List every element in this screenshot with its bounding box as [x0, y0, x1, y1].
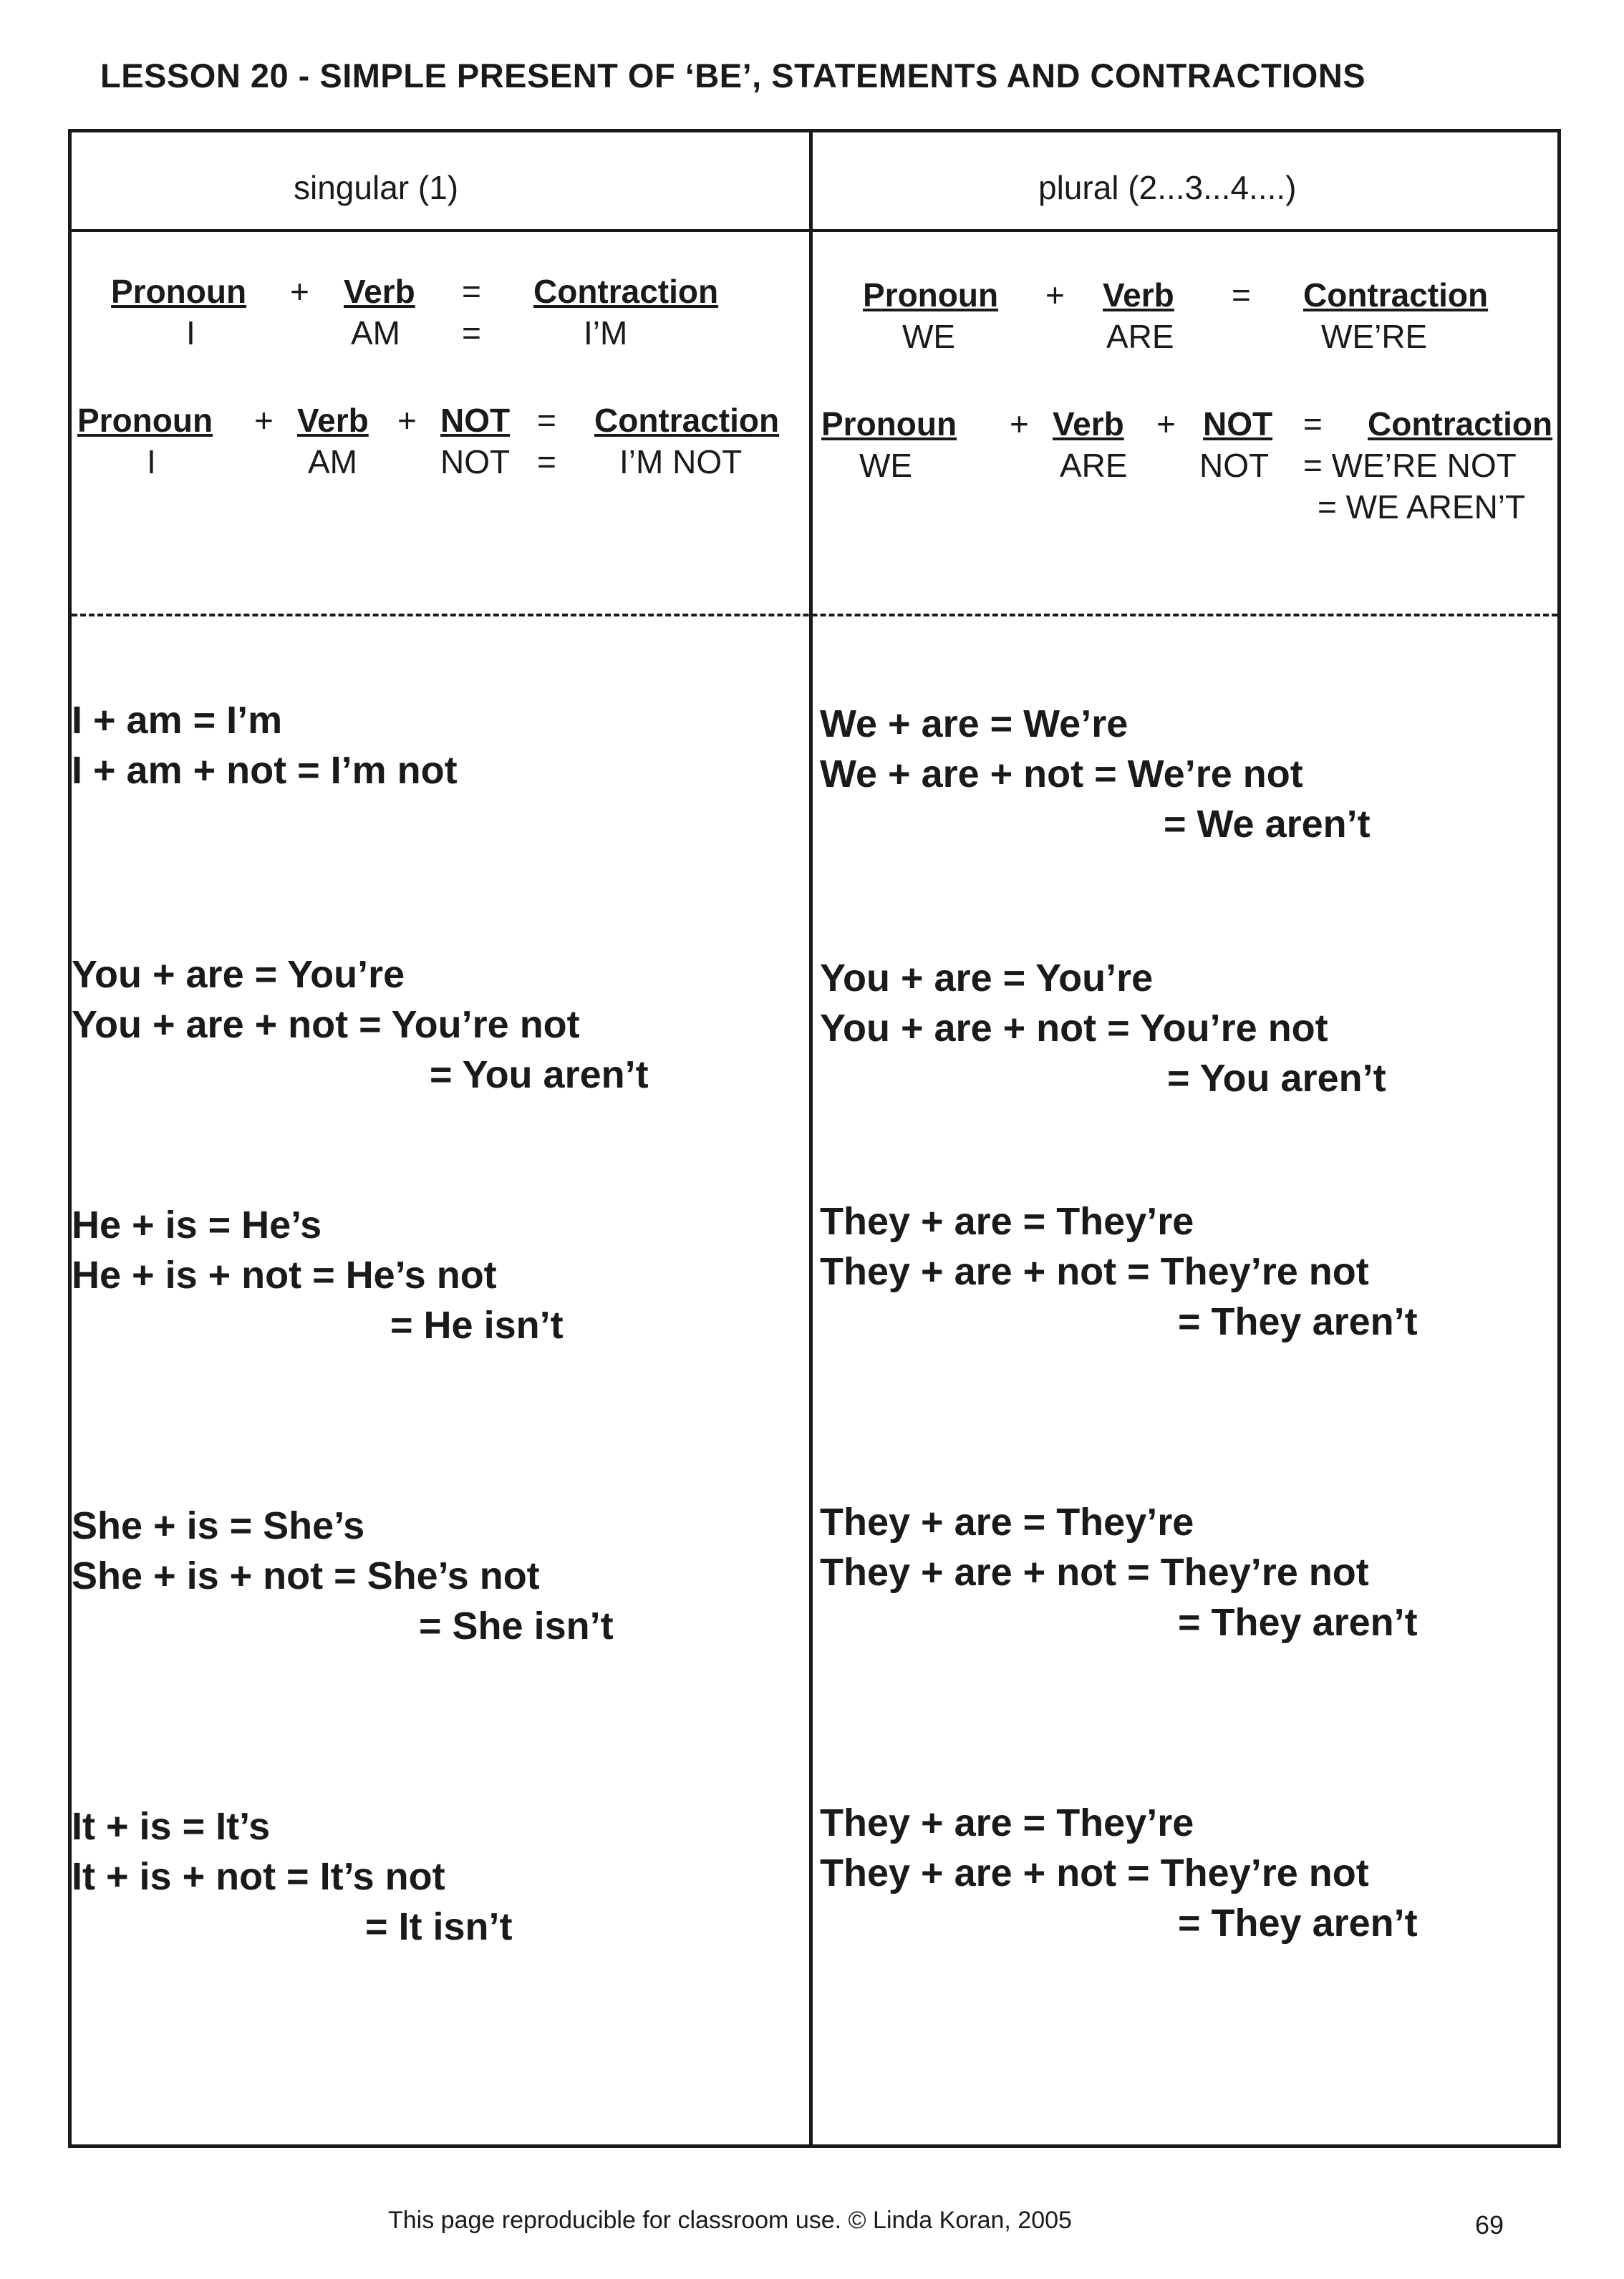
verb-header: Verb: [1103, 276, 1174, 314]
negative-contraction-line: = They aren’t: [1178, 1300, 1418, 1343]
negative-line: She + is + not = She’s not: [72, 1554, 540, 1597]
contraction-header: Contraction: [1368, 405, 1553, 442]
pronoun-header: Pronoun: [111, 273, 247, 310]
footer-note: This page reproducible for classroom use. © Linda Koran, 2005: [388, 2207, 1072, 2234]
lesson-table: [68, 129, 1561, 2148]
not-header: NOT: [1203, 405, 1273, 442]
not-header: NOT: [440, 402, 511, 439]
negative-contraction-line: = We aren’t: [1164, 803, 1371, 846]
pronoun-header: Pronoun: [863, 276, 999, 314]
negative-contraction-line: = They aren’t: [1178, 1902, 1418, 1945]
negative-line: He + is + not = He’s not: [72, 1254, 497, 1297]
plus-sign: +: [397, 402, 417, 439]
contraction-header: Contraction: [594, 402, 780, 439]
negative-line: They + are + not = They’re not: [820, 1551, 1369, 1594]
contraction-value: WE’RE: [1321, 318, 1428, 355]
equals-sign: =: [1232, 276, 1251, 314]
plus-sign: +: [290, 273, 309, 310]
negative-line: They + are + not = They’re not: [820, 1852, 1369, 1895]
negative-line: I + am + not = I’m not: [72, 749, 458, 792]
pronoun-header: Pronoun: [821, 405, 957, 442]
negative-contraction-line: = You aren’t: [1167, 1057, 1386, 1100]
pronoun-value: WE: [902, 318, 956, 355]
dashed-separator: [72, 614, 1557, 616]
statement-line: He + is = He’s: [72, 1204, 322, 1247]
verb-header: Verb: [344, 273, 415, 310]
negative-contraction-line: = He isn’t: [390, 1304, 564, 1347]
equals-sign: =: [537, 402, 556, 439]
equals-sign: =: [1303, 405, 1323, 442]
contraction-header: Contraction: [533, 273, 719, 310]
pronoun-value: I: [147, 443, 156, 480]
page-title: LESSON 20 - SIMPLE PRESENT OF ‘BE’, STATEMENTS AND CONTRACTIONS: [100, 57, 1366, 95]
verb-value: AM: [308, 443, 357, 480]
singular-column-header: singular (1): [294, 169, 459, 206]
plus-sign: +: [1045, 276, 1065, 314]
equals-sign: =: [537, 443, 556, 480]
statement-line: We + are = We’re: [820, 702, 1128, 745]
plus-sign: +: [1156, 405, 1176, 442]
statement-line: You + are = You’re: [820, 957, 1154, 1000]
negative-contraction-line: = You aren’t: [430, 1053, 649, 1096]
negative-contraction-line: = It isn’t: [365, 1905, 513, 1948]
statement-line: She + is = She’s: [72, 1504, 365, 1547]
negative-contraction-line: = They aren’t: [1178, 1601, 1418, 1644]
verb-value: AM: [351, 314, 400, 352]
contraction-value-alt: = WE AREN’T: [1318, 488, 1526, 526]
negative-line: We + are + not = We’re not: [820, 753, 1303, 795]
negative-line: It + is + not = It’s not: [72, 1855, 445, 1898]
pronoun-value: I: [186, 314, 195, 352]
negative-contraction-line: = She isn’t: [419, 1605, 614, 1647]
not-value: NOT: [440, 443, 511, 480]
verb-header: Verb: [1053, 405, 1124, 442]
equals-sign: =: [462, 314, 481, 352]
page-number: 69: [1475, 2210, 1504, 2240]
pronoun-value: WE: [859, 447, 913, 484]
negative-line: They + are + not = They’re not: [820, 1250, 1369, 1293]
header-divider: [72, 229, 1557, 232]
negative-line: You + are + not = You’re not: [72, 1003, 580, 1046]
statement-line: I + am = I’m: [72, 699, 283, 742]
equals-sign: =: [462, 273, 481, 310]
statement-line: They + are = They’re: [820, 1200, 1194, 1243]
not-value: NOT: [1199, 447, 1270, 484]
verb-value: ARE: [1060, 447, 1128, 484]
verb-value: ARE: [1106, 318, 1174, 355]
statement-line: They + are = They’re: [820, 1501, 1194, 1544]
plus-sign: +: [254, 402, 274, 439]
contraction-value: I’M: [584, 314, 628, 352]
plus-sign: +: [1010, 405, 1029, 442]
statement-line: You + are = You’re: [72, 953, 405, 996]
plural-column-header: plural (2...3...4....): [1038, 169, 1297, 206]
pronoun-header: Pronoun: [77, 402, 213, 439]
statement-line: They + are = They’re: [820, 1801, 1194, 1844]
column-divider: [809, 132, 813, 2144]
contraction-value: I’M NOT: [619, 443, 743, 480]
verb-header: Verb: [297, 402, 369, 439]
statement-line: It + is = It’s: [72, 1805, 271, 1848]
contraction-header: Contraction: [1303, 276, 1489, 314]
contraction-value: = WE’RE NOT: [1303, 447, 1517, 484]
negative-line: You + are + not = You’re not: [820, 1007, 1328, 1050]
